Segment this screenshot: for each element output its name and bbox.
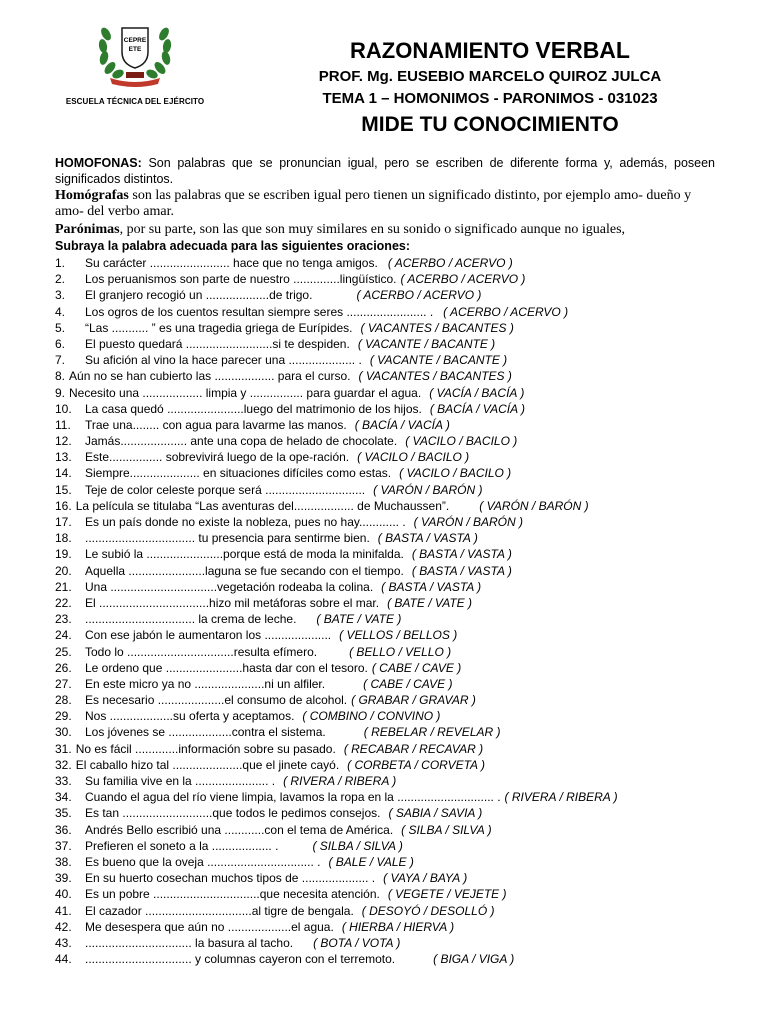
exercise-item [55,805,755,821]
paronimas-term: Parónimas [55,222,120,237]
exercise-number: 10. [55,401,72,416]
exercise-number: 6. [55,336,66,351]
exercise-options[interactable]: ( ACERBO / ACERVO ) [400,272,526,287]
exercise-number: 5. [55,320,66,335]
exercise-number: 27. [55,676,72,691]
exercise-item [55,287,755,303]
exercise-number: 37. [55,838,72,853]
exercise-number: 23. [55,612,72,627]
exercise-sentence: Andrés Bello escribió una ............con el tema de América. [85,822,394,837]
exercise-item [55,789,755,805]
exercise-sentence: Su familia vive en la ...................... . [85,774,276,788]
exercise-options[interactable]: ( VACILO / BACILO ) [399,466,512,481]
exercise-number: 4. [55,304,66,319]
exercise-item [55,255,755,271]
exercise-sentence: Los peruanismos son parte de nuestro ..............lingüístico. [85,272,397,287]
svg-text:CEPRE: CEPRE [123,37,147,44]
professor-name: PROF. Mg. EUSEBIO MARCELO QUIROZ JULCA [318,68,662,85]
exercise-item [55,692,755,708]
exercise-options[interactable]: ( VACÍA / BACÍA ) [429,385,525,400]
school-logo [96,22,174,88]
exercise-options[interactable]: ( SILBA / SILVA ) [312,838,403,853]
exercise-options[interactable]: ( CABE / CAVE ) [363,676,453,691]
exercise-item [55,368,755,384]
exercise-number: 39. [55,871,72,886]
exercise-sentence: El granjero recogió un ...................de trigo. [85,288,313,303]
exercise-number: 34. [55,790,72,805]
exercise-number: 1. [55,256,66,270]
topic-line: TEMA 1 – HOMONIMOS - PARONIMOS - 031023 [322,90,658,107]
exercise-item [55,773,755,789]
exercise-sentence: Teje de color celeste porque será .............................. [85,482,366,497]
exercise-sentence: Es bueno que la oveja ................................ . [85,854,321,869]
exercise-sentence: Prefieren el soneto a la .................. . [85,838,279,853]
exercise-options[interactable]: ( BELLO / VELLO ) [349,644,452,659]
exercise-number: 25. [55,644,72,659]
exercise-number: 2. [55,272,66,287]
exercise-item [55,401,755,417]
exercise-sentence: Los jóvenes se ...................contra el sistema. [85,725,326,740]
exercise-item [55,304,755,320]
exercise-item [55,271,755,287]
exercise-number: 40. [55,887,72,902]
exercise-number: 13. [55,450,72,465]
exercise-options[interactable]: ( GRABAR / GRAVAR ) [351,693,476,708]
exercise-options[interactable]: ( VEGETE / VEJETE ) [387,887,507,902]
exercise-number: 11. [55,417,71,432]
exercise-number: 14. [55,466,72,481]
exercise-options[interactable]: ( BALE / VALE ) [328,854,414,869]
subtitle: MIDE TU CONOCIMIENTO [361,113,619,136]
svg-text:ETE: ETE [128,46,142,53]
exercise-sentence: La casa quedó .......................luego del matrimonio de los hijos. [85,401,422,416]
exercise-number: 36. [55,822,72,837]
school-name: ESCUELA TÉCNICA DEL EJÉRCITO [65,97,205,106]
exercise-options[interactable]: ( VELLOS / BELLOS ) [339,628,458,643]
exercise-sentence: Una ................................vegetación rodeaba la colina. [85,579,374,594]
exercise-item [55,611,755,627]
exercise-number: 21. [55,579,72,594]
exercise-item [55,563,755,579]
exercise-item [55,352,755,368]
exercise-options[interactable]: ( BASTA / VASTA ) [411,547,512,562]
exercise-item [55,757,755,773]
exercise-sentence: Necesito una .................. limpia y ................ para guardar el agua. [69,385,422,400]
instruction: Subraya la palabra adecuada para las siguientes oraciones: [55,239,411,253]
exercise-options[interactable]: ( REBELAR / REVELAR ) [363,725,501,740]
exercise-options[interactable]: ( BACÍA / VACÍA ) [429,401,525,416]
exercise-options[interactable]: ( SILBA / SILVA ) [401,822,492,837]
homofonas-term: HOMOFONAS: [55,156,142,170]
exercise-options[interactable]: ( VAYA / BAYA ) [383,871,468,886]
exercise-number: 17. [55,515,72,529]
exercise-options[interactable]: ( VACANTE / BACANTE ) [369,353,508,368]
exercise-options[interactable]: ( BASTA / VASTA ) [377,531,478,546]
exercise-number: 24. [55,628,72,643]
exercise-options[interactable]: ( CABE / CAVE ) [371,660,462,675]
exercise-sentence: ................................. la crema de leche. [85,612,297,627]
exercise-number: 22. [55,595,72,610]
exercise-item [55,336,755,352]
exercise-number: 32. [55,757,72,772]
exercise-sentence: ................................ y columnas cayeron con el terremoto. [85,952,396,967]
page-title [240,37,740,64]
exercise-item [55,449,755,465]
exercise-item [55,579,755,595]
exercise-sentence: Jamás.................... ante una copa de helado de chocolate. [85,434,398,449]
paronimas-text: , por su parte, son las que son muy similares en su sonido o significado aunque no iguales, [119,222,626,237]
exercise-options[interactable]: ( ACERBO / ACERVO ) [356,288,482,303]
exercise-options[interactable]: ( VARÓN / BARÓN ) [479,498,589,513]
exercise-item [55,870,755,886]
exercise-sentence: Este................ sobrevivirá luego de la ope-ración. [85,450,350,465]
exercise-sentence: Es un país donde no existe la nobleza, pues no hay............ . [85,515,406,529]
homografas-term: Homógrafas [55,188,129,203]
exercise-item [55,935,755,951]
exercise-sentence: ................................ la basura al tacho. [85,935,294,950]
exercise-sentence: En este micro ya no .....................ni un alfiler. [85,676,326,691]
exercise-item [55,724,755,740]
exercise-options[interactable]: ( RECABAR / RECAVAR ) [343,741,484,756]
exercise-item [55,741,755,757]
exercise-item [55,514,755,530]
exercise-options[interactable]: ( HIERBA / HIERVA ) [341,919,455,934]
exercise-sentence: Los ogros de los cuentos resultan siempre seres ........................ . [85,304,434,319]
exercise-item [55,417,755,433]
homografas-definition [55,188,715,220]
exercise-sentence: Todo lo ................................resulta efímero. [85,644,318,659]
exercise-options[interactable]: ( VACANTE / BACANTE ) [357,336,496,351]
exercise-options[interactable]: ( BASTA / VASTA ) [411,563,512,578]
exercise-number: 3. [55,288,66,303]
exercise-item [55,822,755,838]
exercise-item [55,708,755,724]
exercise-number: 9. [55,385,66,400]
exercise-sentence: Su afición al vino la hace parecer una .................... . [85,353,362,368]
exercise-item [55,951,755,967]
exercise-options[interactable]: ( SABIA / SAVIA ) [388,806,483,821]
exercise-sentence: El cazador ................................al tigre de bengala. [85,903,354,918]
homofonas-text: Son palabras que se pronuncian igual, pero se escriben de diferente forma y, además, poseen significados distintos. [55,156,715,186]
exercise-sentence: El caballo hizo tal .....................que el jinete cayó. [75,757,340,772]
exercise-sentence: Nos ...................su oferta y aceptamos. [85,709,295,724]
exercise-sentence: Es necesario ....................el consumo de alcohol. [85,693,348,708]
exercise-options[interactable]: ( VACANTES / BACANTES ) [358,369,512,384]
exercise-sentence: Cuando el agua del río viene limpia, lavamos la ropa en la ............................. . [85,790,501,805]
exercise-number: 42. [55,919,72,934]
exercise-sentence: No es fácil .............información sobre su pasado. [75,741,336,756]
exercise-sentence: La película se titulaba “Las aventuras del.................. de Muchaussen”. [75,498,450,513]
exercise-sentence: En su huerto cosechan muchos tipos de .................... . [85,871,376,886]
exercise-number: 28. [55,693,72,708]
exercise-item [55,886,755,902]
title-part-2: VERBAL [535,37,630,63]
exercise-sentence: Aún no se han cubierto las .................. para el curso. [69,369,351,384]
exercise-item [55,546,755,562]
exercise-item [55,482,755,498]
exercise-sentence: Es tan ...........................que todos le pedimos consejos. [85,806,381,821]
exercise-number: 20. [55,563,72,578]
exercise-number: 38. [55,854,72,869]
exercise-item [55,433,755,449]
exercise-sentence: Su carácter ........................ hace que no tenga amigos. [85,256,378,270]
exercise-sentence: “Las ........... ” es una tragedia griega de Eurípides. [85,320,353,335]
exercise-options[interactable]: ( VACILO / BACILO ) [405,434,518,449]
homofonas-definition [55,155,715,187]
exercise-options[interactable]: ( BASTA / VASTA ) [381,579,482,594]
laurel-emblem-icon [96,22,174,88]
exercise-item [55,919,755,935]
exercise-number: 35. [55,806,72,821]
title-part-1: RAZONAMIENTO [350,38,536,63]
exercise-sentence: Con ese jabón le aumentaron los .................... [85,628,332,643]
exercise-number: 29. [55,709,72,724]
exercise-sentence: El .................................hizo mil metáforas sobre el mar. [85,595,380,610]
exercise-item [55,676,755,692]
exercise-item [55,660,755,676]
exercise-item [55,530,755,546]
exercise-options[interactable]: ( VACANTES / BACANTES ) [360,320,514,335]
exercise-number: 44. [55,952,72,967]
exercise-sentence: Trae una........ con agua para lavarme las manos. [85,417,347,432]
exercise-options[interactable]: ( BIGA / VIGA ) [433,952,515,967]
exercise-options[interactable]: ( RIVERA / RIBERA ) [504,790,618,805]
exercise-number: 19. [55,547,72,562]
exercise-options[interactable]: ( BATE / VATE ) [387,595,472,610]
exercise-number: 12. [55,434,72,449]
exercise-number: 8. [55,369,66,384]
exercise-number: 15. [55,482,72,497]
exercise-options[interactable]: ( DESOYÓ / DESOLLÓ ) [361,903,495,918]
exercise-item [55,644,755,660]
exercise-sentence: Es un pobre ................................que necesita atención. [85,887,380,902]
exercise-options[interactable]: ( ACERBO / ACERVO ) [387,256,513,270]
exercise-options[interactable]: ( BACÍA / VACÍA ) [354,417,450,432]
exercise-number: 18. [55,531,72,546]
exercise-sentence: Me desespera que aún no ...................el agua. [85,919,334,934]
exercise-number: 43. [55,935,72,950]
exercise-item [55,498,755,514]
exercise-number: 33. [55,774,72,788]
exercise-sentence: ................................. tu presencia para sentirme bien. [85,531,370,546]
exercise-options[interactable]: ( COMBINO / CONVINO ) [302,709,441,724]
homografas-text: son las palabras que se escriben igual pero tienen un significado distinto, por ejemplo amo- dueño y amo- del verbo amar. [55,188,692,219]
exercise-sentence: Aquella .......................laguna se fue secando con el tiempo. [85,563,404,578]
exercise-options[interactable]: ( CORBETA / CORVETA ) [347,757,485,772]
exercise-sentence: Le subió la .......................porque está de moda la minifalda. [85,547,404,562]
exercise-number: 30. [55,725,72,740]
exercise-item [55,903,755,919]
exercise-options[interactable]: ( VARÓN / BARÓN ) [413,515,524,529]
exercise-item [55,320,755,336]
exercise-options[interactable]: ( RIVERA / RIBERA ) [283,774,397,788]
exercise-sentence: El puesto quedará ..........................si te despiden. [85,336,350,351]
exercise-number: 16. [55,498,72,513]
exercise-item [55,385,755,401]
exercise-number: 7. [55,353,66,368]
exercise-sentence: Siempre..................... en situaciones difíciles como estas. [85,466,392,481]
exercise-options[interactable]: ( ACERBO / ACERVO ) [443,304,569,319]
exercise-item [55,465,755,481]
exercise-item [55,838,755,854]
exercise-options[interactable]: ( VACILO / BACILO ) [357,450,470,465]
exercise-item [55,595,755,611]
exercise-options[interactable]: ( VARÓN / BARÓN ) [373,482,483,497]
exercise-item [55,627,755,643]
exercise-sentence: Le ordeno que .......................hasta dar con el tesoro. [85,660,368,675]
exercise-options[interactable]: ( BOTA / VOTA ) [313,935,401,950]
exercise-number: 41. [55,903,72,918]
exercise-item [55,854,755,870]
exercise-options[interactable]: ( BATE / VATE ) [316,612,402,627]
exercise-number: 31. [55,741,72,756]
exercise-list [55,255,755,967]
exercise-number: 26. [55,660,72,675]
paronimas-definition [55,222,715,238]
